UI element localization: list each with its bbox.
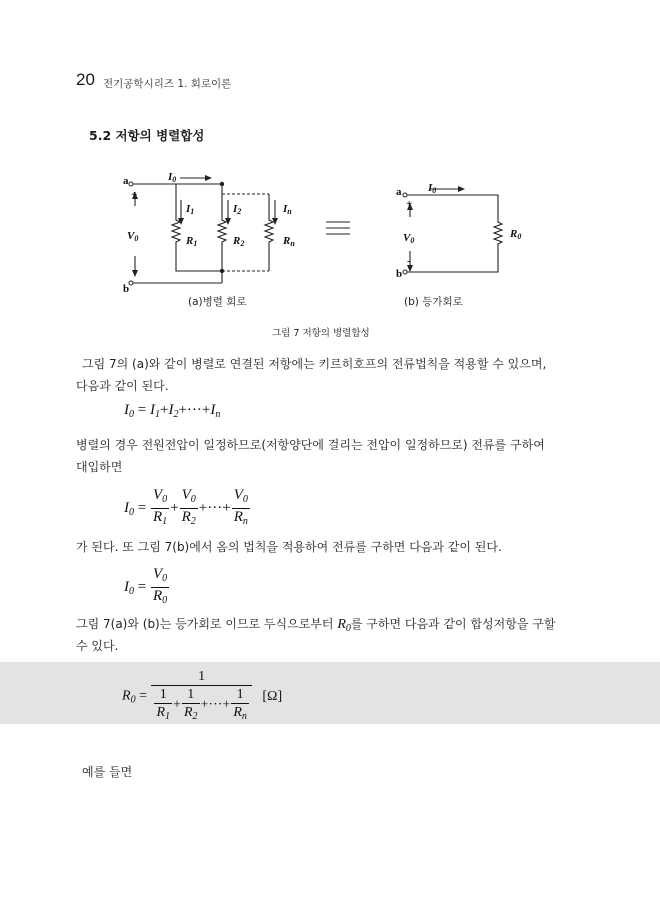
current-I2-label: I2 [233,203,242,216]
paragraph-3: 가 된다. 또 그림 7(b)에서 옴의 법칙을 적용하여 전류를 구하면 다음과 같이 된다. [76,540,502,554]
paragraph-2-line-2: 대입하면 [76,460,123,474]
eq-plus-sign: + [406,198,413,210]
paragraph-4-line-1: 그림 7(a)와 (b)는 등가회로 이므로 두식으로부터 $R_0$를 구하면 다음과 같이 합성저항을 구할 [76,617,556,634]
equation-branch-currents: $I_0$ = $\frac{V_0}{R_1}$ + $\frac{V_0}{R_2}$ +···+ $\frac{V_0}{R_n}$ [124,487,248,527]
current-In-label: In [283,203,292,216]
eq-minus-sign: - [407,255,411,267]
highlighted-equation-box [0,662,660,724]
eq-resistor-R0-label: R0 [510,228,522,241]
eq-node-b-label: b [396,268,403,280]
section-title: 5.2 저항의 병렬합성 [89,128,205,143]
node-a-label: a [123,175,129,187]
equation-kcl: $I_0 = I_1+I_2+\cdot\cdot\cdot+I_n$ [124,402,221,420]
paragraph-5: 예를 들면 [82,765,133,779]
paragraph-4-line-2: 수 있다. [76,639,119,653]
parallel-circuit-wires [131,178,275,283]
unit-ohm: [Ω] [262,688,283,704]
page-number: 20 [76,70,95,89]
resistor-Rn-label: Rn [283,235,295,248]
running-header-title: 전기공학시리즈 1. 회로이론 [103,78,232,90]
equivalence-symbol-icon [326,222,350,234]
equivalent-circuit-wires [405,189,502,272]
resistor-R2-label: R2 [233,235,245,248]
current-I0-label: I0 [168,171,177,184]
minus-sign: - [132,264,136,276]
eq-node-a-label: a [396,186,402,198]
figure-a-label: (a)병렬 회로 [188,296,247,308]
figure-b-label: (b) 등가회로 [404,296,463,308]
paragraph-1-line-2: 다음과 같이 된다. [76,379,169,393]
figure-caption: 그림 7 저항의 병렬합성 [272,328,370,339]
eq-current-I0-label: I0 [428,182,437,195]
eq-voltage-V0-label: V0 [403,232,415,245]
paragraph-1-line-1: 그림 7의 (a)와 같이 병렬로 연결된 저항에는 키르히호프의 전류법칙을 적용할 수 있으며, [82,357,547,371]
resistor-R1-label: R1 [186,235,198,248]
current-I1-label: I1 [186,203,195,216]
node-b-label: b [123,283,130,295]
equation-combined-resistance: $R_0$ = 1 $\frac{1}{R_1}$ + $\frac{1}{R_2}$ +···+ $\frac{1}{R_n}$ [Ω] [122,669,283,722]
figure-parallel-resistors [110,160,540,340]
parallel-circuit-nodes [129,175,278,285]
equation-ohms-law: $I_0$ = $\frac{V_0}{R_0}$ [124,566,168,606]
plus-sign: + [131,189,138,201]
paragraph-2-line-1: 병렬의 경우 전원전압이 일정하므로(저항양단에 걸리는 전압이 일정하므로) 전류를 구하여 [76,438,545,452]
voltage-V0-label: V0 [127,230,139,243]
